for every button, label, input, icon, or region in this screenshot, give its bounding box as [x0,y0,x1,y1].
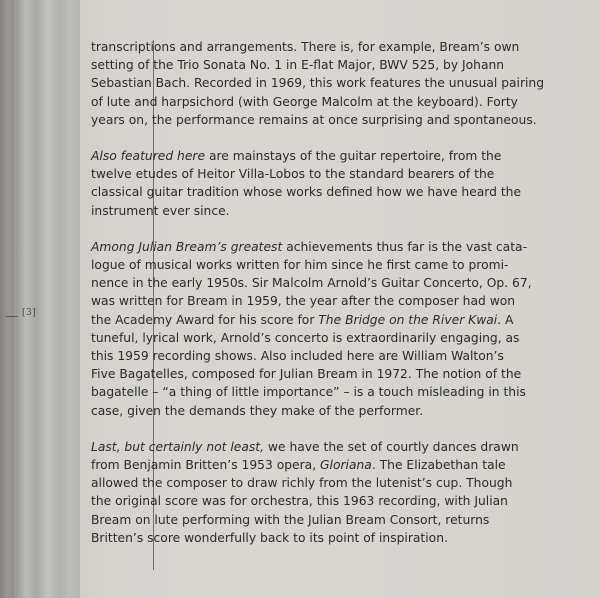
text-line: logue of musical works written for him since he first came to promi- [91,258,509,273]
binding-gutter [0,0,80,598]
text-line: allowed the composer to draw richly from the lutenist’s cup. Though [91,476,513,491]
text-fragment: are mainstays of the guitar repertoire, from the [205,149,502,164]
text-fragment: . The Elizabethan tale [371,458,506,473]
text-line [91,238,541,256]
text-line: transcriptions and arrangements. There is, for example, Bream’s own [91,40,520,54]
paragraph-lead: Also featured here [91,149,206,164]
text-line: this 1959 recording shows. Also included here are William Walton’s [91,349,504,364]
text-line [91,438,541,456]
text-line: tuneful, lyrical work, Arnold’s concerto is extraordinarily engaging, as [91,330,520,345]
page-number-tick [6,316,18,317]
text-line: years on, the performance remains at once surprising and spontaneous. [91,112,537,127]
body-text [91,38,545,565]
paragraph-also-featured [91,147,541,220]
text-line: of lute and harpsichord (with George Malcolm at the keyboard). Forty [91,94,518,109]
paragraph-lead: Last, but certainly not least, [91,439,265,454]
text-line [91,147,541,165]
paragraph-lead: Among Julian Bream’s greatest [91,239,283,254]
paragraph-greatest-achievements [91,238,541,420]
text-fragment: achievements thus far is the vast cata- [282,239,528,254]
text-line: case, given the demands they make of the performer. [91,403,424,418]
paragraph-last-but-not-least [91,438,541,547]
text-line: was written for Bream in 1959, the year after the composer had won [91,294,516,309]
text-line: the original score was for orchestra, this 1963 recording, with Julian [91,494,508,509]
text-line: twelve etudes of Heitor Villa-Lobos to the standard bearers of the [91,167,495,182]
paragraph-transcriptions [91,38,545,129]
text-line [91,456,541,474]
text-fragment: . A [497,312,514,327]
text-fragment: the Academy Award for his score for [91,312,319,327]
text-fragment: we have the set of courtly dances drawn [264,439,519,454]
text-line: Five Bagatelles, composed for Julian Bream in 1972. The notion of the [91,367,522,382]
text-line: Sebastian Bach. Recorded in 1969, this work features the unusual pairing [91,76,545,91]
text-line [91,311,541,329]
text-line: instrument ever since. [91,203,230,218]
text-line: classical guitar tradition whose works defined how we have heard the [91,185,522,200]
text-line: Bream on lute performing with the Julian Bream Consort, returns [91,512,490,527]
text-line: setting of the Trio Sonata No. 1 in E-flat Major, BWV 525, by Johann [91,58,505,73]
text-line: Britten’s score wonderfully back to its point of inspiration. [91,530,448,545]
text-line: nence in the early 1950s. Sir Malcolm Arnold’s Guitar Concerto, Op. 67, [91,276,532,291]
text-fragment: from Benjamin Britten’s 1953 opera, [91,458,321,473]
film-title: The Bridge on the River Kwai [318,312,498,327]
page-number: [3] [22,308,37,318]
text-line: bagatelle – “a thing of little importance” – is a touch misleading in this [91,385,526,400]
opera-title: Gloriana [320,458,372,473]
gutter-shadow [0,0,14,598]
